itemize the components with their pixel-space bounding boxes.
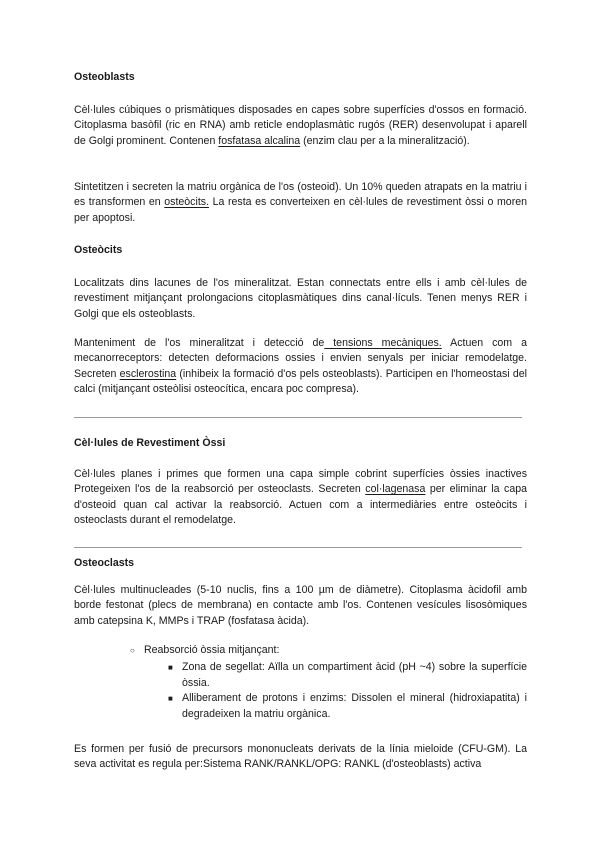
osteoclasts-paragraph-1: Cèl·lules multinucleades (5-10 nuclis, fins a 100 µm de diàmetre). Citoplasma àcidofil amb borde festonat (plecs de membrana) en contacte amb l'os. Contenen vesícules lisosòmiques amb catepsina K, MMPs i TRAP (fosfatasa àcida). [74,584,527,627]
revestiment-paragraph-1: Cèl·lules planes i primes que formen una capa simple cobrint superfícies òssies inactives Protegeixen l'os de la reabsorció per osteoclasts. Secreten col·lagenasa per eliminar la capa d'osteoid quan cal activar la reabsorció. Actuen com a intermediàries entre osteòcits i osteoclasts durant el remodelatge. [74,468,527,527]
reabsorcio-sublist [168,660,527,722]
term-tensions-mecaniques: tensions mecàniques. [324,337,442,349]
heading-osteoblasts: Osteoblasts [74,71,135,83]
osteocits-paragraph-2: Manteniment de l'os mineralitzat i detecció de tensions mecàniques. Actuen com a mecanorreceptors: detecten deformacions ossies i envien senyals per iniciar remodelatge. Secreten esclerostina (inhibeix la formació d'os pels osteoblasts). Participen en l'homeostasi del calci (mitjançant osteòlisi osteocítica, encara poc compresa). [74,337,527,396]
osteoclasts-paragraph-2: Es formen per fusió de precursors mononucleats derivats de la línia mieloide (CFU-GM). La seva activitat es regula per:Sistema RANK/RANKL/OPG: RANKL (d'osteoblasts) activa [74,743,527,771]
term-osteocits: osteòcits. [164,196,210,209]
osteocits-paragraph-1: Localitzats dins lacunes de l'os mineralitzat. Estan connectats entre ells i amb cèl·lules de revestiment mitjançant prolongacions citoplasmàtiques dins canal·lículs. Tenen menys RER i Golgi que els osteoblasts. [74,277,527,320]
heading-revestiment: Cèl·lules de Revestiment Òssi [74,437,226,449]
osteoblasts-paragraph-1: Cèl·lules cúbiques o prismàtiques disposades en capes sobre superfícies d'ossos en formació. Citoplasma basòfil (ric en RNA) amb reticle endoplasmàtic rugós (RER) desenvolupat i aparell de Golgi prominent. Contenen fosfatasa alcalina (enzim clau per a la mineralització). [74,104,527,147]
list-item: ○ Reabsorció òssia mitjançant: ■ Zona de segellat: Aïlla un compartiment àcid (pH ~4) sobre la superfície òssia. ■ Alliberament de protons i enzims: Dissolen el mineral (hidroxiapatita) i degradeixen la matriu orgànica. [130,643,527,722]
term-esclerostina: esclerostina [119,367,177,380]
heading-osteoclasts: Osteoclasts [74,557,135,569]
section-divider [74,417,522,418]
osteoblasts-paragraph-2: Sintetitzen i secreten la matriu orgànica de l'os (osteoid). Un 10% queden atrapats en la matriu i es transformen en osteòcits. La resta es converteixen en cèl·lules de revestiment òssi o moren per apoptosi. [74,181,528,224]
term-fosfatasa-alcalina: fosfatasa alcalina [218,134,301,147]
list-item: ■ Alliberament de protons i enzims: Dissolen el mineral (hidroxiapatita) i degradeixen la matriu orgànica. [168,691,527,722]
term-col-lagenasa: col·lagenasa [365,483,426,496]
section-divider [74,547,522,548]
reabsorcio-list [130,643,527,722]
heading-osteocits: Osteòcits [74,244,123,256]
list-item: ■ Zona de segellat: Aïlla un compartiment àcid (pH ~4) sobre la superfície òssia. [168,660,527,691]
